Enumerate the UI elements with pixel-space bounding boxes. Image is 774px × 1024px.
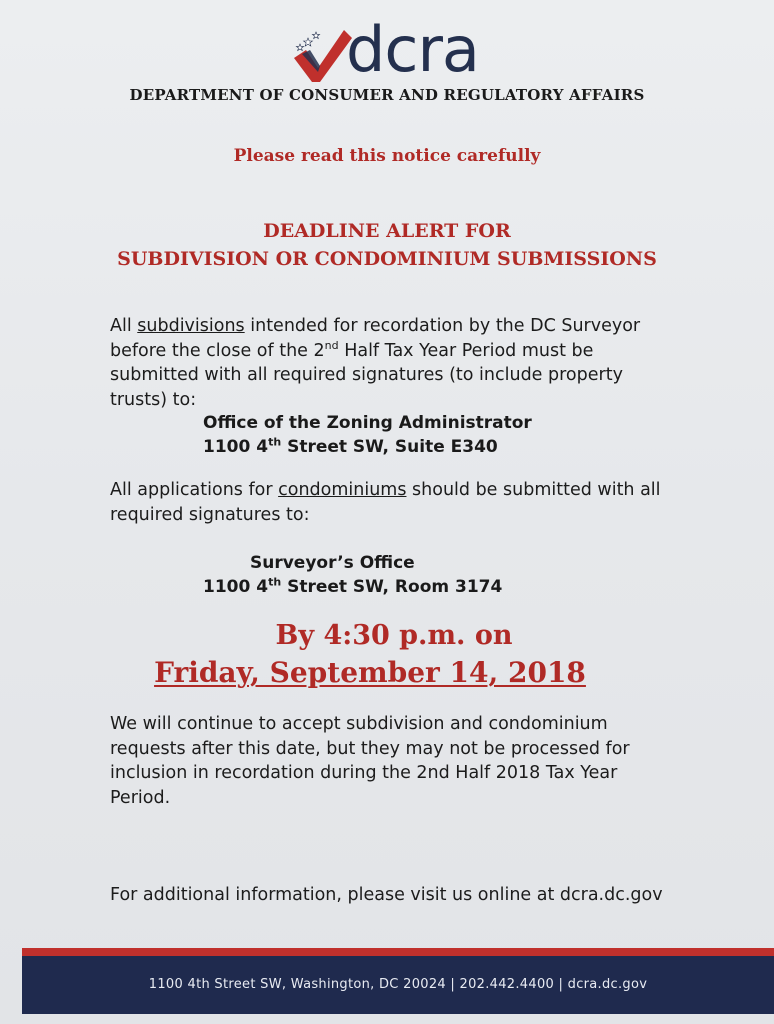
street-sup: th <box>268 435 282 449</box>
zoning-office-street <box>203 435 532 459</box>
p1-post1: intended for recordation by the DC Surveyor before the close of the 2 <box>110 316 641 361</box>
additional-info-line: For additional information, please visit us online at dcra.dc.gov <box>110 885 663 905</box>
deadline-time: By 4:30 p.m. on <box>275 620 513 651</box>
alert-line-1: DEADLINE ALERT FOR <box>263 220 511 242</box>
checkmark-icon <box>292 24 354 86</box>
continuation-paragraph: We will continue to accept subdivision and condominium requests after this date, but they may not be processed for inclusion in recordation during the 2nd Half 2018 Tax Year Period. <box>110 714 630 808</box>
alert-line-2: SUBDIVISION OR CONDOMINIUM SUBMISSIONS <box>117 248 657 270</box>
street-number: 1100 4 <box>203 577 269 597</box>
deadline-alert-heading <box>0 217 774 273</box>
p1-sup: nd <box>324 338 339 352</box>
street-sup: th <box>268 575 282 589</box>
condominiums-term: condominiums <box>278 480 407 500</box>
subdivisions-paragraph <box>110 314 670 412</box>
surveyor-office-address <box>203 551 502 599</box>
dcra-logo <box>292 10 492 86</box>
surveyor-office-name: Surveyor’s Office <box>250 553 415 573</box>
subdivisions-term: subdivisions <box>137 316 245 336</box>
p1-pre: All <box>110 316 138 336</box>
street-rest: Street SW, Suite E340 <box>281 437 498 457</box>
notice-heading: Please read this notice carefully <box>233 146 541 166</box>
surveyor-office-street <box>203 575 502 599</box>
footer-red-stripe <box>22 948 774 956</box>
p2-post: should be submitted with all required signatures to: <box>110 480 661 525</box>
p1-post2: Half Tax Year Period must be submitted with all required signatures (to include property trusts) to: <box>110 340 623 410</box>
street-number: 1100 4 <box>203 437 269 457</box>
zoning-office-name: Office of the Zoning Administrator <box>203 413 532 433</box>
condominiums-paragraph <box>110 478 670 527</box>
zoning-office-address <box>203 411 532 459</box>
footer-bar: 1100 4th Street SW, Washington, DC 20024 | 202.442.4400 | dcra.dc.gov <box>22 956 774 1014</box>
deadline-date: Friday, September 14, 2018 <box>154 656 586 689</box>
p2-pre: All applications for <box>110 480 279 500</box>
department-name: DEPARTMENT OF CONSUMER AND REGULATORY AFFAIRS <box>129 86 645 104</box>
deadline-block <box>0 618 774 692</box>
logo-wordmark: dcra <box>346 13 479 86</box>
street-rest: Street SW, Room 3174 <box>281 577 503 597</box>
